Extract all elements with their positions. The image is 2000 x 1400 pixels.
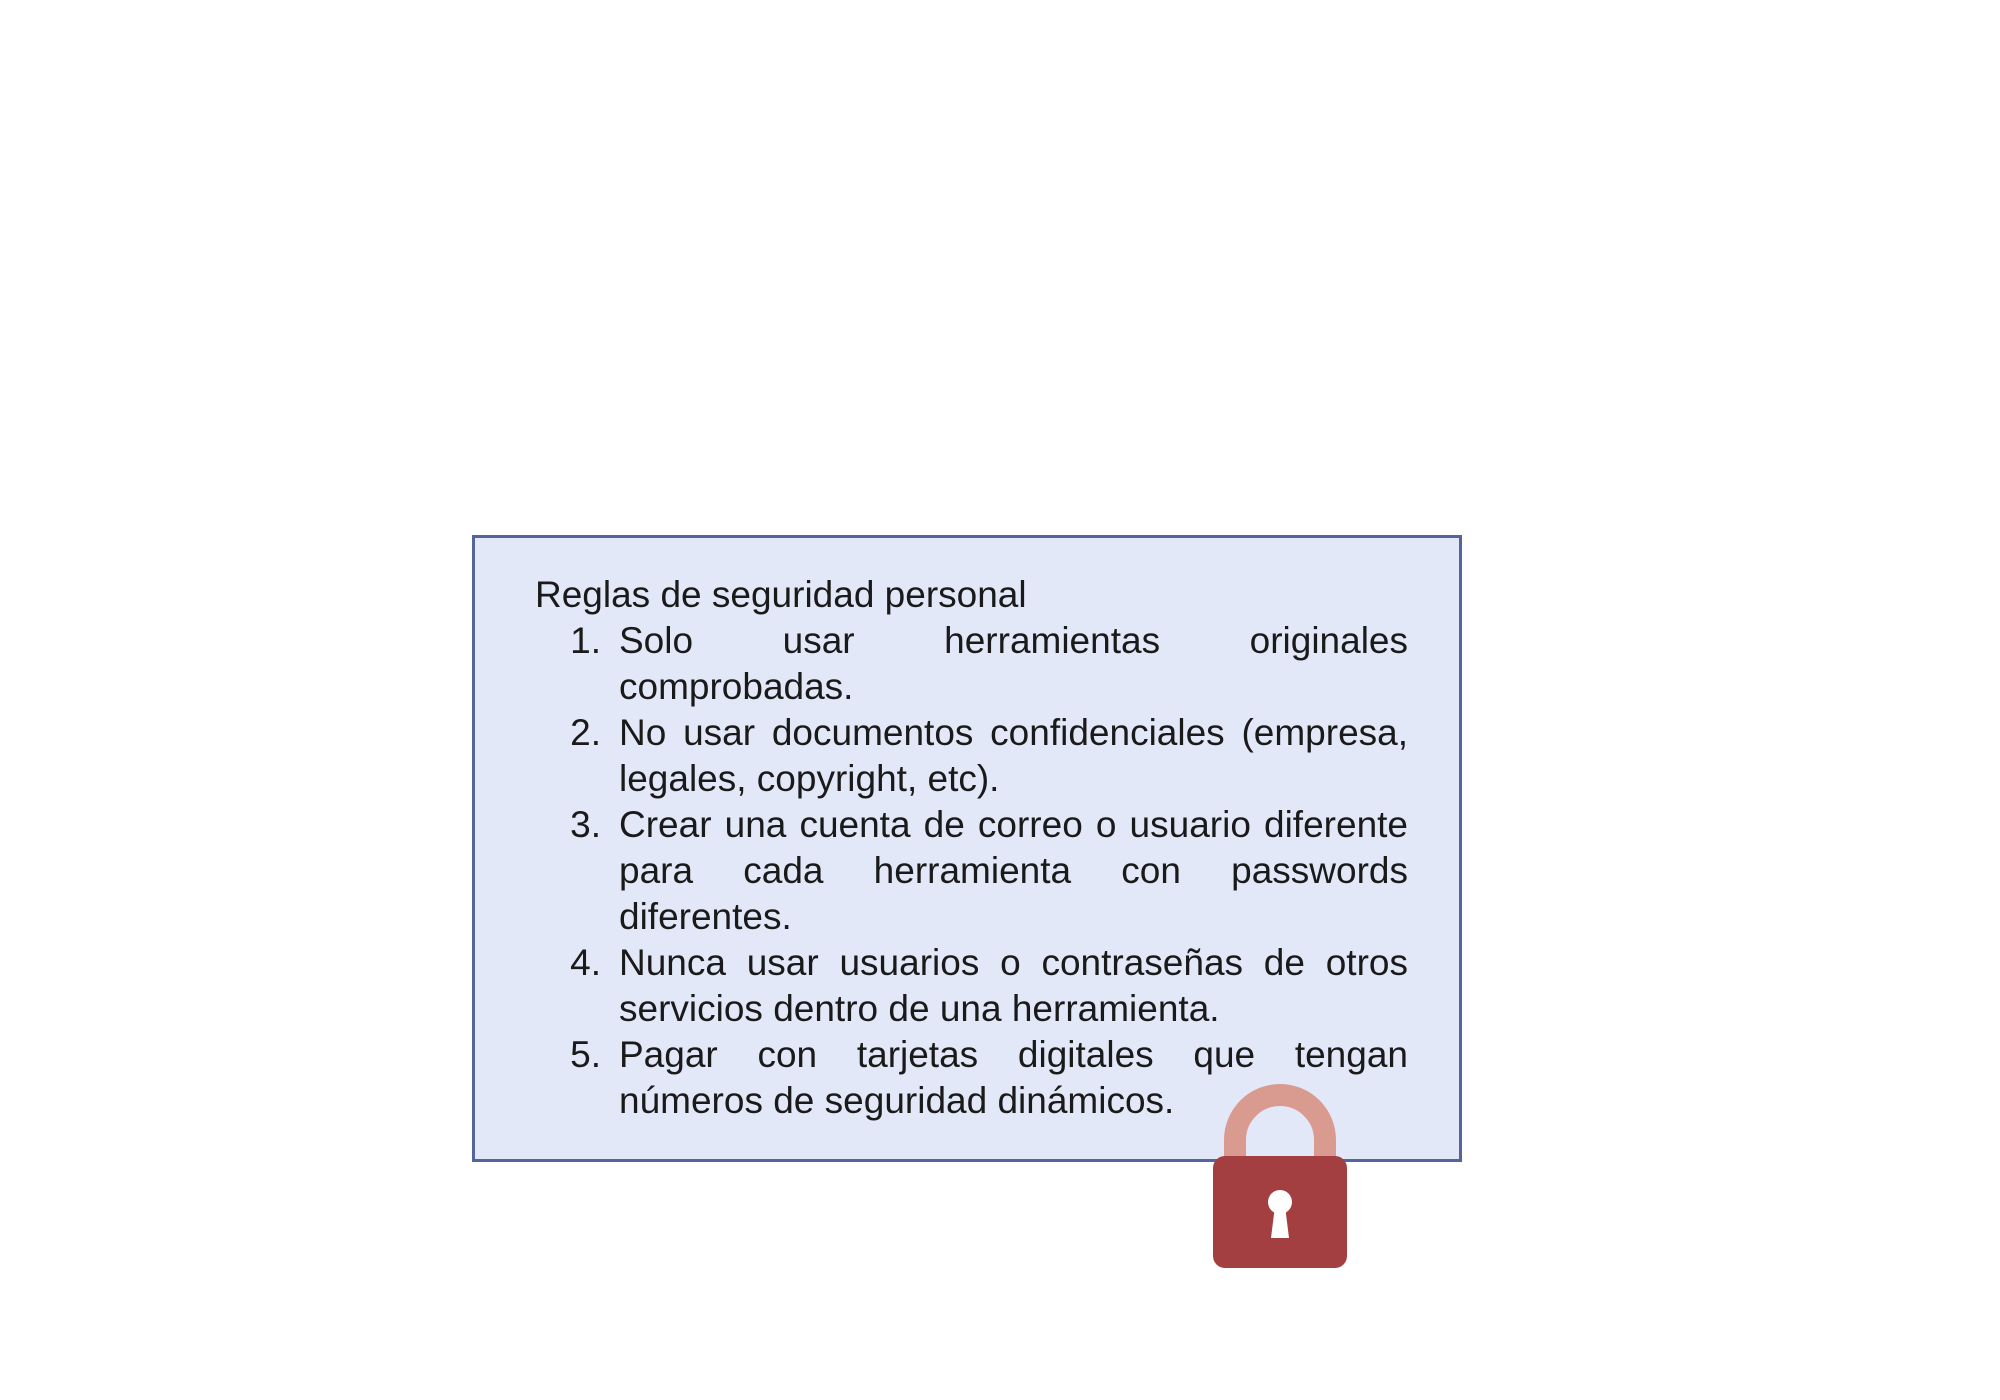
rule-text: Nunca usar usuarios o contraseñas de otros servicios dentro de una herramienta. <box>619 942 1408 1029</box>
rule-item <box>535 940 1408 1032</box>
rule-item <box>535 618 1408 710</box>
lock-shackle <box>1235 1095 1325 1156</box>
rule-text: Solo usar herramientas originales comprobadas. <box>619 620 1408 707</box>
rule-text: No usar documentos confidenciales (empresa, legales, copyright, etc). <box>619 712 1408 799</box>
rule-number: 2. <box>570 712 601 753</box>
rules-content <box>535 572 1408 1124</box>
rule-text: Pagar con tarjetas digitales que tengan números de seguridad dinámicos. <box>619 1034 1408 1121</box>
rule-text: Crear una cuenta de correo o usuario diferente para cada herramienta con passwords diferentes. <box>619 804 1408 937</box>
rule-number: 4. <box>570 942 601 983</box>
rule-item <box>535 802 1408 940</box>
rules-title: Reglas de seguridad personal <box>535 574 1027 615</box>
rule-item <box>535 710 1408 802</box>
rules-box <box>472 535 1462 1162</box>
rule-number: 3. <box>570 804 601 845</box>
rules-list <box>535 618 1408 1124</box>
lock-icon <box>1213 1082 1347 1268</box>
rule-number: 1. <box>570 620 601 661</box>
rule-number: 5. <box>570 1034 601 1075</box>
